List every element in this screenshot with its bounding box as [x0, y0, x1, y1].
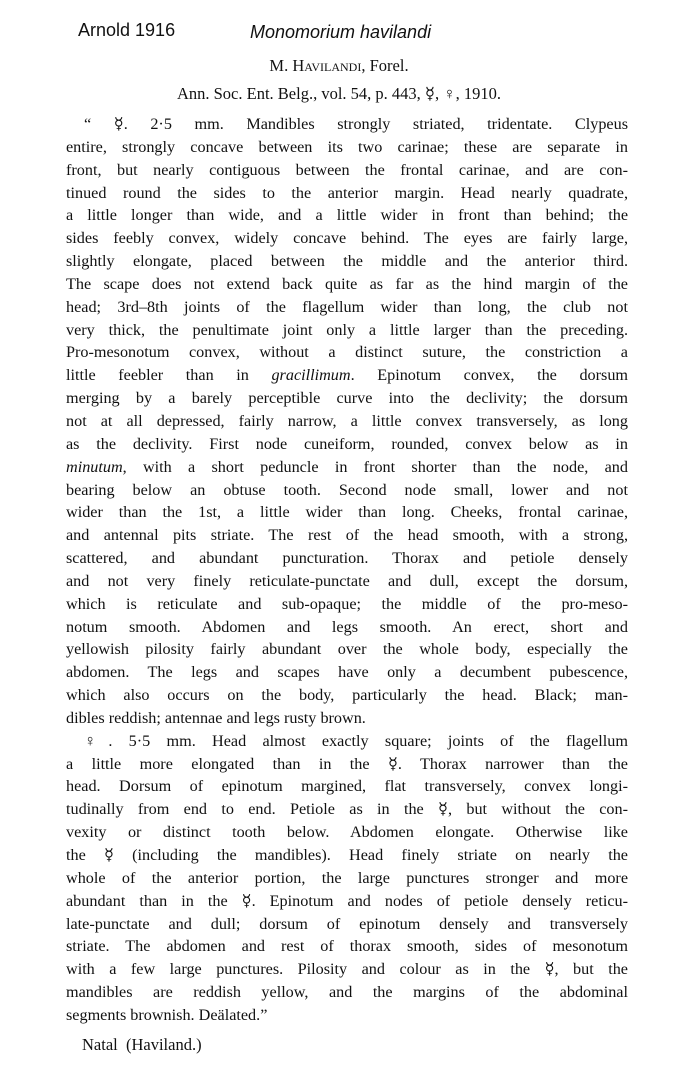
text-line: and not very finely reticulate-punctate and dull, except the dorsum, — [66, 571, 628, 590]
text-line: merging by a barely perceptible curve into the declivity; the dorsum — [66, 389, 628, 408]
text-line: front, but nearly contiguous between the frontal carinae, and are con- — [66, 160, 628, 179]
text-line: tinued round the sides to the anterior margin. Head nearly quadrate, — [66, 183, 628, 202]
text-line: The scape does not extend back quite as far as the hind margin of the — [66, 274, 628, 293]
text-line: dibles reddish; antennae and legs rusty brown. — [66, 708, 366, 727]
text-line: minutum, with a short peduncle in front shorter than the node, and — [66, 457, 628, 476]
worker-description — [66, 113, 628, 730]
title-prefix: M. — [269, 56, 293, 75]
text-line: bearing below an obtuse tooth. Second node small, lower and not — [66, 480, 628, 499]
text-line: Pro-mesonotum convex, without a distinct suture, the constriction a — [66, 343, 628, 362]
text-line: wider than the 1st, a little wider than long. Cheeks, frontal carinae, — [66, 503, 628, 522]
text-line: yellowish pilosity fairly abundant over the whole body, especially the — [66, 640, 628, 659]
text-line: as the declivity. First node cuneiform, rounded, convex below as in — [66, 434, 628, 453]
text-line: not at all depressed, fairly narrow, a little convex transversely, as long — [66, 411, 628, 430]
text-line: and antennal pits striate. The rest of the head smooth, with a strong, — [66, 526, 628, 545]
text-line: sides feebly convex, widely concave behind. The eyes are fairly large, — [66, 229, 628, 248]
text-line: the ☿ (including the mandibles). Head finely striate on nearly the — [66, 846, 628, 864]
title-name: Havilandi — [292, 56, 362, 75]
text-line: a little more elongated than in the ☿. Thorax narrower than the — [66, 754, 628, 773]
text-line: abdomen. The legs and scapes have only a decumbent pubescence, — [66, 663, 628, 682]
text-line: entire, strongly concave between its two carinae; these are separate in — [66, 137, 628, 156]
description-body — [66, 113, 628, 1027]
text-line: notum smooth. Abdomen and legs smooth. An erect, short and — [66, 617, 628, 636]
text-line: head. Dorsum of epinotum margined, flat transversely, convex longi- — [66, 777, 628, 796]
title-suffix: , Forel. — [361, 56, 409, 75]
text-line: late-punctate and dull; dorsum of epinotum densely and transversely — [66, 914, 628, 933]
header-species-name: Monomorium havilandi — [250, 22, 432, 42]
text-line: striate. The abdomen and rest of thorax smooth, sides of mesonotum — [66, 937, 628, 956]
text-line: very thick, the penultimate joint only a little larger than the preceding. — [66, 320, 628, 339]
text-line: “ ☿. 2·5 mm. Mandibles strongly striated, tridentate. Clypeus — [84, 115, 628, 133]
header-author-year: Arnold 1916 — [78, 20, 176, 40]
text-line: tudinally from end to end. Petiole as in the ☿, but without the con- — [66, 800, 628, 819]
text-line: abundant than in the ☿. Epinotum and nodes of petiole densely reticu- — [66, 891, 628, 910]
species-title — [0, 56, 678, 76]
text-line: head; 3rd–8th joints of the flagellum wider than long, the club not — [66, 297, 628, 316]
text-line: slightly elongate, placed between the middle and the anterior third. — [66, 252, 628, 271]
text-line: which also occurs on the body, particularly the head. Black; man- — [66, 686, 628, 705]
text-line: little feebler than in gracillimum. Epinotum convex, the dorsum — [66, 366, 628, 385]
text-line: which is reticulate and sub-opaque; the middle of the pro-meso- — [66, 594, 628, 613]
citation: Ann. Soc. Ent. Belg., vol. 54, p. 443, ☿, ♀, 1910. — [176, 84, 502, 103]
text-line: mandibles are reddish yellow, and the margins of the abdominal — [66, 983, 628, 1002]
locality: Natal (Haviland.) — [82, 1035, 202, 1054]
text-line: vexity or distinct tooth below. Abdomen elongate. Otherwise like — [66, 823, 628, 842]
text-line: whole of the anterior portion, the large punctures stronger and more — [66, 868, 628, 887]
text-line: scattered, and abundant puncturation. Thorax and petiole densely — [66, 549, 628, 568]
text-line: segments brownish. Deälated.” — [66, 1005, 268, 1024]
female-description — [66, 730, 628, 1027]
text-line: a little longer than wide, and a little wider in front than behind; the — [66, 206, 628, 225]
text-line: ♀. 5·5 mm. Head almost exactly square; joints of the flagellum — [84, 731, 628, 750]
text-line: with a few large punctures. Pilosity and colour as in the ☿, but the — [66, 960, 628, 979]
